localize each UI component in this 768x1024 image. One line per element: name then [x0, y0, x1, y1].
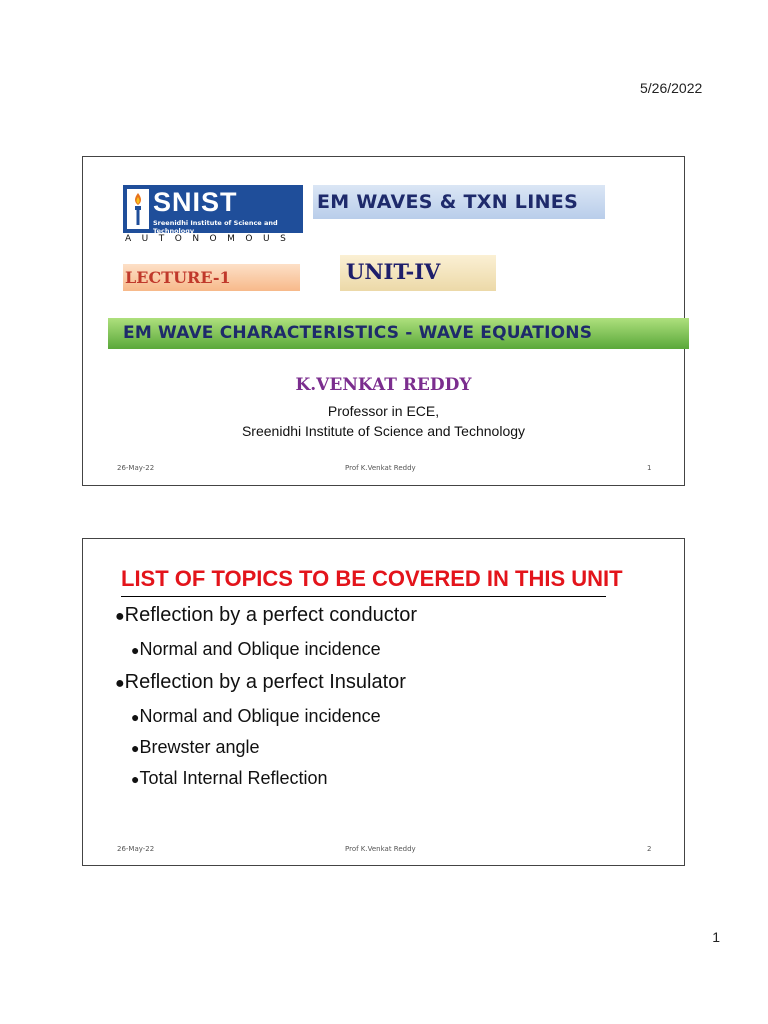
list-item-text: Total Internal Reflection	[139, 768, 328, 788]
sub-list-item	[131, 706, 381, 727]
lecture-label: LECTURE-1	[125, 268, 231, 287]
slide-footer-date: 26-May-22	[117, 845, 155, 853]
unit-label: UNIT-IV	[346, 259, 441, 284]
list-item-text: Reflection by a perfect conductor	[124, 604, 418, 626]
page-date: 5/26/2022	[640, 80, 703, 96]
bullet-icon: ●	[115, 608, 125, 625]
slide-2	[82, 538, 685, 866]
slide-footer-number: 2	[647, 845, 652, 853]
bullet-icon: ●	[115, 675, 125, 692]
author-institute: Sreenidhi Institute of Science and Technology	[241, 423, 526, 439]
slide-footer-date: 26-May-22	[117, 464, 155, 472]
title-underline	[121, 596, 606, 597]
topic-banner	[108, 318, 689, 349]
slide-footer-number: 1	[647, 464, 652, 472]
list-item-text: Reflection by a perfect Insulator	[124, 671, 406, 693]
list-item-text: Normal and Oblique incidence	[139, 639, 381, 659]
logo-autonomous: AUTONOMOUS	[125, 234, 297, 244]
bullet-icon: ●	[131, 642, 140, 658]
slide-title: LIST OF TOPICS TO BE COVERED IN THIS UNIT	[121, 566, 623, 591]
list-item	[115, 671, 406, 694]
bullet-icon: ●	[131, 709, 140, 725]
bullet-icon: ●	[131, 740, 140, 756]
slide-footer-presenter: Prof K.Venkat Reddy	[345, 845, 416, 853]
sub-list-item	[131, 737, 260, 758]
snist-logo	[123, 185, 308, 245]
sub-list-item	[131, 639, 381, 660]
list-item	[115, 604, 417, 627]
torch-icon	[127, 189, 149, 229]
lecture-label-box	[123, 264, 300, 291]
sub-list-item	[131, 768, 328, 789]
course-title: EM WAVES & TXN LINES	[317, 191, 579, 213]
topic-title: EM WAVE CHARACTERISTICS - WAVE EQUATIONS	[123, 323, 593, 343]
course-title-banner	[313, 185, 605, 219]
author-designation: Professor in ECE,	[327, 403, 440, 419]
logo-box	[123, 185, 303, 233]
list-item-text: Normal and Oblique incidence	[139, 706, 381, 726]
list-item-text: Brewster angle	[139, 737, 260, 757]
logo-subtitle: Sreenidhi Institute of Science and Technology	[153, 219, 278, 235]
author-name: K.VENKAT REDDY	[295, 375, 472, 395]
slide-footer-presenter: Prof K.Venkat Reddy	[345, 464, 416, 472]
page-number: 1	[712, 929, 720, 945]
unit-label-box	[340, 255, 496, 291]
slide-1	[82, 156, 685, 486]
logo-name: SNIST	[153, 187, 238, 217]
bullet-icon: ●	[131, 771, 140, 787]
